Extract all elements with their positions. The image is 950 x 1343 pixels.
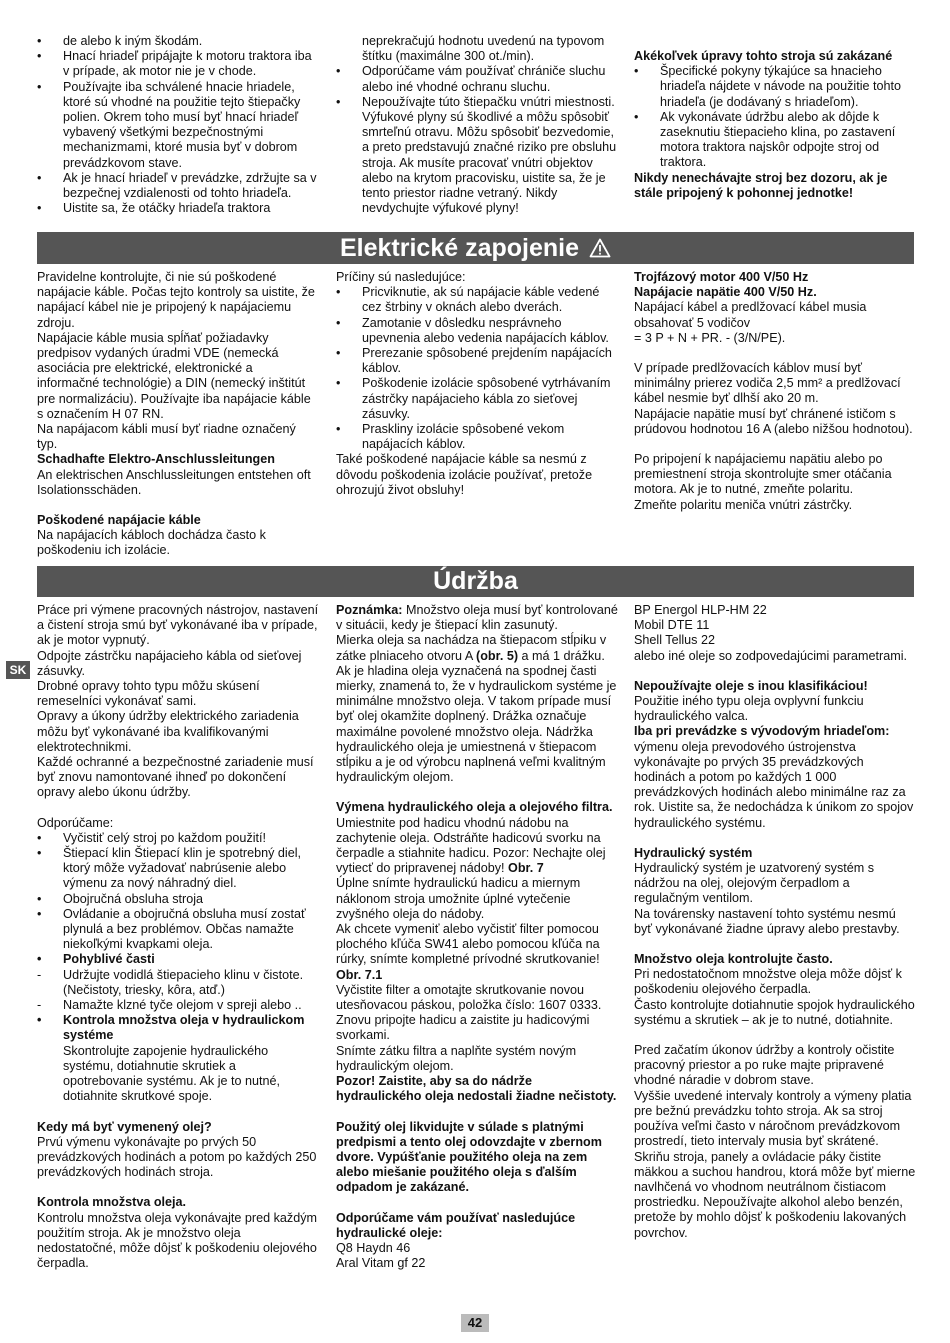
list-item xyxy=(37,1013,319,1043)
spacer xyxy=(336,1105,620,1120)
paragraph: Drobné opravy tohto typu môžu skúsení remeselníci vykonávať sami. xyxy=(37,679,260,709)
spacer xyxy=(634,1028,916,1043)
bullet: • xyxy=(37,952,42,967)
spacer xyxy=(634,831,916,846)
paragraph: Úplne snímte hydraulickú hadicu a miernym náklonom stroja umožnite úplné vytečenie zvyšného oleja do nádoby. xyxy=(336,876,581,921)
list-item xyxy=(37,892,319,907)
list-item-text: Obojručná obsluha stroja xyxy=(63,891,204,906)
section-banner-maintenance xyxy=(37,566,914,597)
list-item-text: Kontrola množstva oleja v hydraulickom systéme xyxy=(63,1013,305,1043)
subheading: Použitý olej likvidujte v súlade s platnými predpismi a tento olej odovzdajte v zbernom dvore. Vypúšťanie použitého oleja na zem alebo miešanie použitého oleja s ďalším odpadom je zakázané. xyxy=(336,1119,602,1195)
electrical-column-1 xyxy=(37,270,317,559)
bullet: • xyxy=(37,170,42,185)
bullet: • xyxy=(336,94,341,109)
bullet: • xyxy=(336,64,341,79)
paragraph: Po pripojení k napájaciemu napätiu alebo po premiestnení stroja skontrolujte smer otáčania motora. Ak je to nutné, zmeňte polaritu. xyxy=(634,452,892,497)
paragraph: Kontrolu množstva oleja vykonávajte pred každým použitím stroja. Ak je množstvo oleja nedostatočné, môže dôjsť k poškodeniu olejového čerpadla. xyxy=(37,1210,318,1271)
list-item xyxy=(336,34,618,64)
paragraph: Každé ochranné a bezpečnostné zariadenie musí byť znovu namontované ihneď po dokončení opravy alebo úkonu údržby. xyxy=(37,755,314,800)
list-item xyxy=(37,1044,319,1105)
paragraph: Pravidelne kontrolujte, či nie sú poškodené napájacie káble. Počas tejto kontroly sa uistite, že napájací kábel nie je pripojený k napájaciemu zdroju. xyxy=(37,270,315,330)
list-item-text: Skontrolujte zapojenie hydraulického systému, dotiahnutie skrutiek a opotrebovanie systému. Ak je to nutné, dotiahnite skrutkové spoje. xyxy=(63,1043,281,1104)
subheading: Poškodené napájacie káble xyxy=(37,513,201,528)
paragraph: Napájacie káble musia spĺňať požiadavky predpisov vydaných úradmi VDE (nemecká asociácia pre elektrické, elektronické a informačné technológie) a DIN (nemecký inštitút pre normalizáciu). Používajte iba napájacie káble s označením H 07 RN. xyxy=(37,330,311,421)
electrical-column-2 xyxy=(336,270,618,498)
subheading: Nikdy nenechávajte stroj bez dozoru, ak je stále pripojený k pohonnej jednotke! xyxy=(634,170,888,200)
paragraph: Príčiny sú nasledujúce: xyxy=(336,270,466,284)
paragraph: alebo iné oleje so zodpovedajúcimi parametrami. xyxy=(634,648,908,663)
paragraph: Umiestnite pod hadicu vhodnú nádobu na zachytenie oleja. Odstráňte hadicovú svorku na čerpadle a stiahnite hadicu. Pozor: Nechajte olej vytiecť do pripravenej nádoby! Obr. 7 xyxy=(336,815,606,876)
paragraph: Vyššie uvedené intervaly kontroly a výmeny platia pre bežnú prevádzku tohto stroja. Ak sa stroj používa veľmi často v náročnom prevádzkovom prostredí, tieto intervaly musia byť skrátené. Skriňu stroja, panely a ovládacie páky čistite mäkkou a suchou handrou, ktorá môže byť mierne navlhčená vo vhodnom neutrálnom čistiacom prostriedku. Nepoužívajte alkohol alebo benzén, pretože by mohlo dôjsť k poškodeniu lakovaných povrchov. xyxy=(634,1088,916,1240)
paragraph: Snímte zátku filtra a naplňte systém novým hydraulickým olejom. xyxy=(336,1043,577,1073)
paragraph: Hydraulický systém je uzatvorený systém s nádržou na olej, olejovým čerpadlom a regulačným ventilom. xyxy=(634,861,875,906)
list-item-text: Ovládanie a obojručná obsluha musí zostať plynulá a bez problémov. Občas namažte niekoľkými kvapkami oleja. xyxy=(63,906,306,952)
page-number: 42 xyxy=(461,1314,489,1332)
spacer xyxy=(37,498,317,513)
list-item-text: de alebo k iným škodám. xyxy=(63,34,203,48)
list-item-text: Hnací hriadeľ pripájajte k motoru traktora iba v prípade, ak motor nie je v chode. xyxy=(63,49,312,79)
list-item xyxy=(37,49,317,79)
subheading: Odporúčame vám používať nasledujúce hydraulické oleje: xyxy=(336,1210,576,1240)
paragraph: Na továrensky nastavení tohto systému nesmú byť vykonávané žiadne úpravy alebo prestavby. xyxy=(634,906,900,936)
list-item-text: Štiepací klin Štiepací klin je spotrebný diel, ktorý môže vyžadovať nabrúsenie alebo výmenu za nový náhradný diel. xyxy=(63,846,302,891)
list-item xyxy=(336,376,618,422)
paragraph: Pri nedostatočnom množstve oleja môže dôjsť k poškodeniu olejového čerpadla. xyxy=(634,967,902,997)
paragraph: Napájací kábel a predlžovací kábel musia obsahovať 5 vodičov xyxy=(634,300,867,330)
subheading: Množstvo oleja kontrolujte často. xyxy=(634,952,833,967)
top-column-1 xyxy=(37,34,317,216)
spacer xyxy=(336,1196,620,1211)
bullet: • xyxy=(634,64,639,79)
list-item xyxy=(37,952,319,967)
list-item-text: Zamotanie v dôsledku nesprávneho upevnenia alebo vedenia napájacích káblov. xyxy=(362,315,609,345)
list-item xyxy=(336,285,618,315)
list-item-text: Špecifické pokyny týkajúce sa hnacieho hriadeľa nájdete v návode na použitie tohto hriadeľa (je dodávaný s hriadeľom). xyxy=(660,64,902,109)
bullet: - xyxy=(37,967,42,982)
list-item-text: Poškodenie izolácie spôsobené vytrhávaním zástrčky napájacieho kábla zo sieťovej zásuvky. xyxy=(362,376,611,421)
list-item xyxy=(37,34,317,49)
paragraph: Napájacie napätie musí byť chránené ističom s prúdovou hodnotou 16 A (alebo nižšou hodnotou). xyxy=(634,406,913,436)
list-item-text: Uistite sa, že otáčky hriadeľa traktora xyxy=(63,201,271,216)
subheading: Trojfázový motor 400 V/50 Hz xyxy=(634,270,809,284)
list-item xyxy=(37,968,319,998)
bullet: • xyxy=(336,285,341,300)
subheading: Iba pri prevádzke s vývodovým hriadeľom: xyxy=(634,724,890,739)
list-item xyxy=(37,998,319,1013)
list-item xyxy=(336,64,618,94)
bullet: • xyxy=(336,315,341,330)
bullet: • xyxy=(37,846,42,861)
bullet: • xyxy=(37,34,42,48)
subheading: Kedy má byť vymenený olej? xyxy=(37,1119,212,1134)
bullet: • xyxy=(37,830,42,845)
spacer xyxy=(634,937,916,952)
paragraph: Na napájacom kábli musí byť riadne označený typ. xyxy=(37,422,296,452)
paragraph: Odporúčame: xyxy=(37,815,114,830)
list-item xyxy=(37,831,319,846)
paragraph: Použitie iného typu oleja ovplyvní funkciu hydraulického valca. xyxy=(634,694,864,724)
list-item xyxy=(37,907,319,953)
maintenance-column-3 xyxy=(634,603,916,1241)
section-title-electrical: Elektrické zapojenie xyxy=(339,234,579,262)
list-item-text: Ak vykonávate údržbu alebo ak dôjde k zaseknutiu štiepacieho klina, po zastavení motora traktora najskôr odpojte stroj od traktora. xyxy=(660,109,896,170)
warning-triangle-icon xyxy=(589,234,611,266)
subheading: Schadhafte Elektro-Anschlussleitungen xyxy=(37,452,275,467)
list-item-text: Udržujte vodidlá štiepacieho klinu v čistote. (Nečistoty, triesky, kôra, atď.) xyxy=(63,967,304,997)
top-column-2 xyxy=(336,34,618,216)
paragraph: Poznámka: Množstvo oleja musí byť kontrolované v situácii, kedy je štiepací klin zasunutý. xyxy=(336,603,618,633)
list-item xyxy=(336,346,618,376)
list-item-text: Používajte iba schválené hnacie hriadele, ktoré sú vhodné na použitie tejto štiepačky polien. Okrem toho musí byť hnací hriadeľ vybavený všetkými bezpečnostnými mechanizmami, ktoré musia byť v dobrom prevádzkovom stave. xyxy=(63,79,301,170)
list-item-text: Ak je hnací hriadeľ v prevádzke, zdržujte sa v bezpečnej vzdialenosti od tohto hriadeľa. xyxy=(63,170,317,201)
maintenance-column-1 xyxy=(37,603,319,1271)
bullet: • xyxy=(37,49,42,64)
list-item xyxy=(336,95,618,217)
list-item-text: Pohyblivé časti xyxy=(63,952,155,967)
paragraph: výmenu oleja prevodového ústrojenstva vykonávajte po prvých 35 prevádzkových hodinách a potom po každých 1 000 prevádzkových hodinách alebo minimálne raz za rok. Uistite sa, že nedochádza k únikom zo spojov hydraulického systému. xyxy=(634,739,914,830)
subheading: Nepoužívajte oleje s inou klasifikáciou! xyxy=(634,678,868,693)
paragraph: Ak chcete vymeniť alebo vyčistiť filter pomocou plochého kľúča SW41 alebo pomocou kľúča na rúrky, snímte kompletné prívodné skrutkovanie! Obr. 7.1 xyxy=(336,922,600,982)
list-item xyxy=(37,171,317,201)
bullet: • xyxy=(336,422,341,437)
subheading: Kontrola množstva oleja. xyxy=(37,1195,187,1210)
spacer xyxy=(336,785,620,800)
list-item xyxy=(634,110,914,171)
subheading: Výmena hydraulického oleja a olejového filtra. xyxy=(336,800,613,815)
list-item xyxy=(37,201,317,216)
paragraph: Aral Vitam gf 22 xyxy=(336,1256,426,1271)
list-item xyxy=(634,64,914,110)
paragraph: Mobil DTE 11 xyxy=(634,618,710,633)
paragraph: = 3 P + N + PR. - (3/N/PE). xyxy=(634,330,786,345)
list-item-text: Vyčistiť celý stroj po každom použití! xyxy=(63,830,267,845)
bullet: • xyxy=(37,1013,42,1028)
paragraph: BP Energol HLP-HM 22 xyxy=(634,603,767,617)
bullet: • xyxy=(634,109,639,124)
paragraph: Na napájacích kábloch dochádza často k poškodeniu ich izolácie. xyxy=(37,528,266,558)
top-column-3 xyxy=(634,49,914,201)
spacer xyxy=(634,664,916,679)
spacer xyxy=(634,437,916,452)
paragraph: Mierka oleja sa nachádza na štiepacom stĺpiku v zátke plniaceho otvoru A (obr. 5) a má 1 drážku. Ak je hladina oleja vyznačená na spodnej časti mierky, znamená to, že v hydraulickom systéme je minimálne množstvo oleja. V takom prípade musí byť olej okamžite doplnený. Drážka označuje maximálne povolené množstvo oleja. Nádržka hydraulického oleja je umiestnená v štiepacom stĺpiku a je od výrobcu naplnená veľmi kvalitným hydraulickým olejom. xyxy=(336,633,617,785)
list-item xyxy=(336,422,618,452)
paragraph: Pred začatím úkonov údržby a kontroly očistite pracovný priestor a po ruke majte pripravené vhodné náradie v dobrom stave. xyxy=(634,1043,895,1088)
paragraph: V prípade predlžovacích káblov musí byť minimálny prierez vodiča 2,5 mm² a predlžovací kábel nesmie byť dlhší ako 20 m. xyxy=(634,361,901,406)
list-item-text: Namažte klzné tyče olejom v spreji alebo .. xyxy=(63,998,302,1013)
list-item-text: neprekračujú hodnotu uvedenú na typovom štítku (maximálne 300 ot./min). xyxy=(362,34,605,64)
bullet: • xyxy=(37,79,42,94)
paragraph: Odpojte zástrčku napájacieho kábla od sieťovej zásuvky. xyxy=(37,648,302,678)
list-item-text: Nepoužívajte túto štiepačku vnútri miestnosti. Výfukové plyny sú škodlivé a môžu spôsobiť smrteľnú otravu. Môžu spôsobiť bezvedomie, a preto predstavujú značné riziko pre obsluhu stroja. Ak musíte pracovať vnútri objektov alebo na krytom pracovisku, uistite sa, že je tento priestor riadne vetraný. Nikdy nevdychujte výfukové plyny! xyxy=(362,94,617,216)
paragraph: Q8 Haydn 46 xyxy=(336,1240,411,1255)
paragraph: Práce pri výmene pracovných nástrojov, nastavení a čistení stroja smú byť vykonávané iba v prípade, ak je motor vypnutý. xyxy=(37,603,319,648)
bullet: • xyxy=(37,891,42,906)
subheading: Hydraulický systém xyxy=(634,845,753,860)
list-item-text: Prerezanie spôsobené prejdením napájacích káblov. xyxy=(362,346,612,376)
list-item xyxy=(37,846,319,892)
bullet: - xyxy=(37,998,42,1013)
maintenance-column-2 xyxy=(336,603,620,1271)
list-item-text: Pricviknutie, ak sú napájacie káble vedené cez štrbiny v oknách alebo dverách. xyxy=(362,285,600,315)
spacer xyxy=(634,346,916,361)
list-item-text: Praskliny izolácie spôsobené vekom napájacích káblov. xyxy=(362,422,565,452)
paragraph: Zmeňte polaritu meniča vnútri zástrčky. xyxy=(634,497,853,512)
spacer xyxy=(37,801,319,816)
list-item xyxy=(336,316,618,346)
subheading: Napájacie napätie 400 V/50 Hz. xyxy=(634,285,817,300)
paragraph: Vyčistite filter a omotajte skrutkovanie novou utesňovacou páskou, položka číslo: 1607 0333. Znovu pripojte hadicu a zaistite ju hadicovými svorkami. xyxy=(336,982,602,1043)
list-item-text: Odporúčame vám používať chrániče sluchu alebo iné vhodné ochranu sluchu. xyxy=(362,64,606,94)
paragraph: An elektrischen Anschlussleitungen entstehen oft Isolationsschäden. xyxy=(37,467,311,497)
bullet: • xyxy=(336,346,341,361)
section-banner-electrical xyxy=(37,232,914,264)
paragraph: Často kontrolujte dotiahnutie spojok hydraulického systému a skrutiek – ak je to nutné, dotiahnite. xyxy=(634,997,915,1027)
paragraph: Opravy a úkony údržby elektrického zariadenia môžu byť vykonávané iba kvalifikovanými elektrotechnikmi. xyxy=(37,709,299,754)
bullet: • xyxy=(336,376,341,391)
bullet: • xyxy=(37,906,42,921)
paragraph: Shell Tellus 22 xyxy=(634,633,715,648)
subheading: Pozor! Zaistite, aby sa do nádrže hydraulického oleja nedostali žiadne nečistoty. xyxy=(336,1074,617,1104)
language-tab: SK xyxy=(6,661,30,679)
paragraph: Prvú výmenu vykonávajte po prvých 50 prevádzkových hodinách a potom po každých 250 prevádzkových hodinách stroja. xyxy=(37,1134,317,1180)
spacer xyxy=(37,1180,319,1195)
list-item xyxy=(37,80,317,171)
bullet: • xyxy=(37,201,42,216)
section-title-maintenance: Údržba xyxy=(433,567,518,595)
paragraph: Také poškodené napájacie káble sa nesmú z dôvodu poškodenia izolácie používať, pretože ohrozujú život obsluhy! xyxy=(336,452,593,497)
subheading: Akékoľvek úpravy tohto stroja sú zakázané xyxy=(634,49,893,63)
electrical-column-3 xyxy=(634,270,916,513)
spacer xyxy=(37,1105,319,1120)
